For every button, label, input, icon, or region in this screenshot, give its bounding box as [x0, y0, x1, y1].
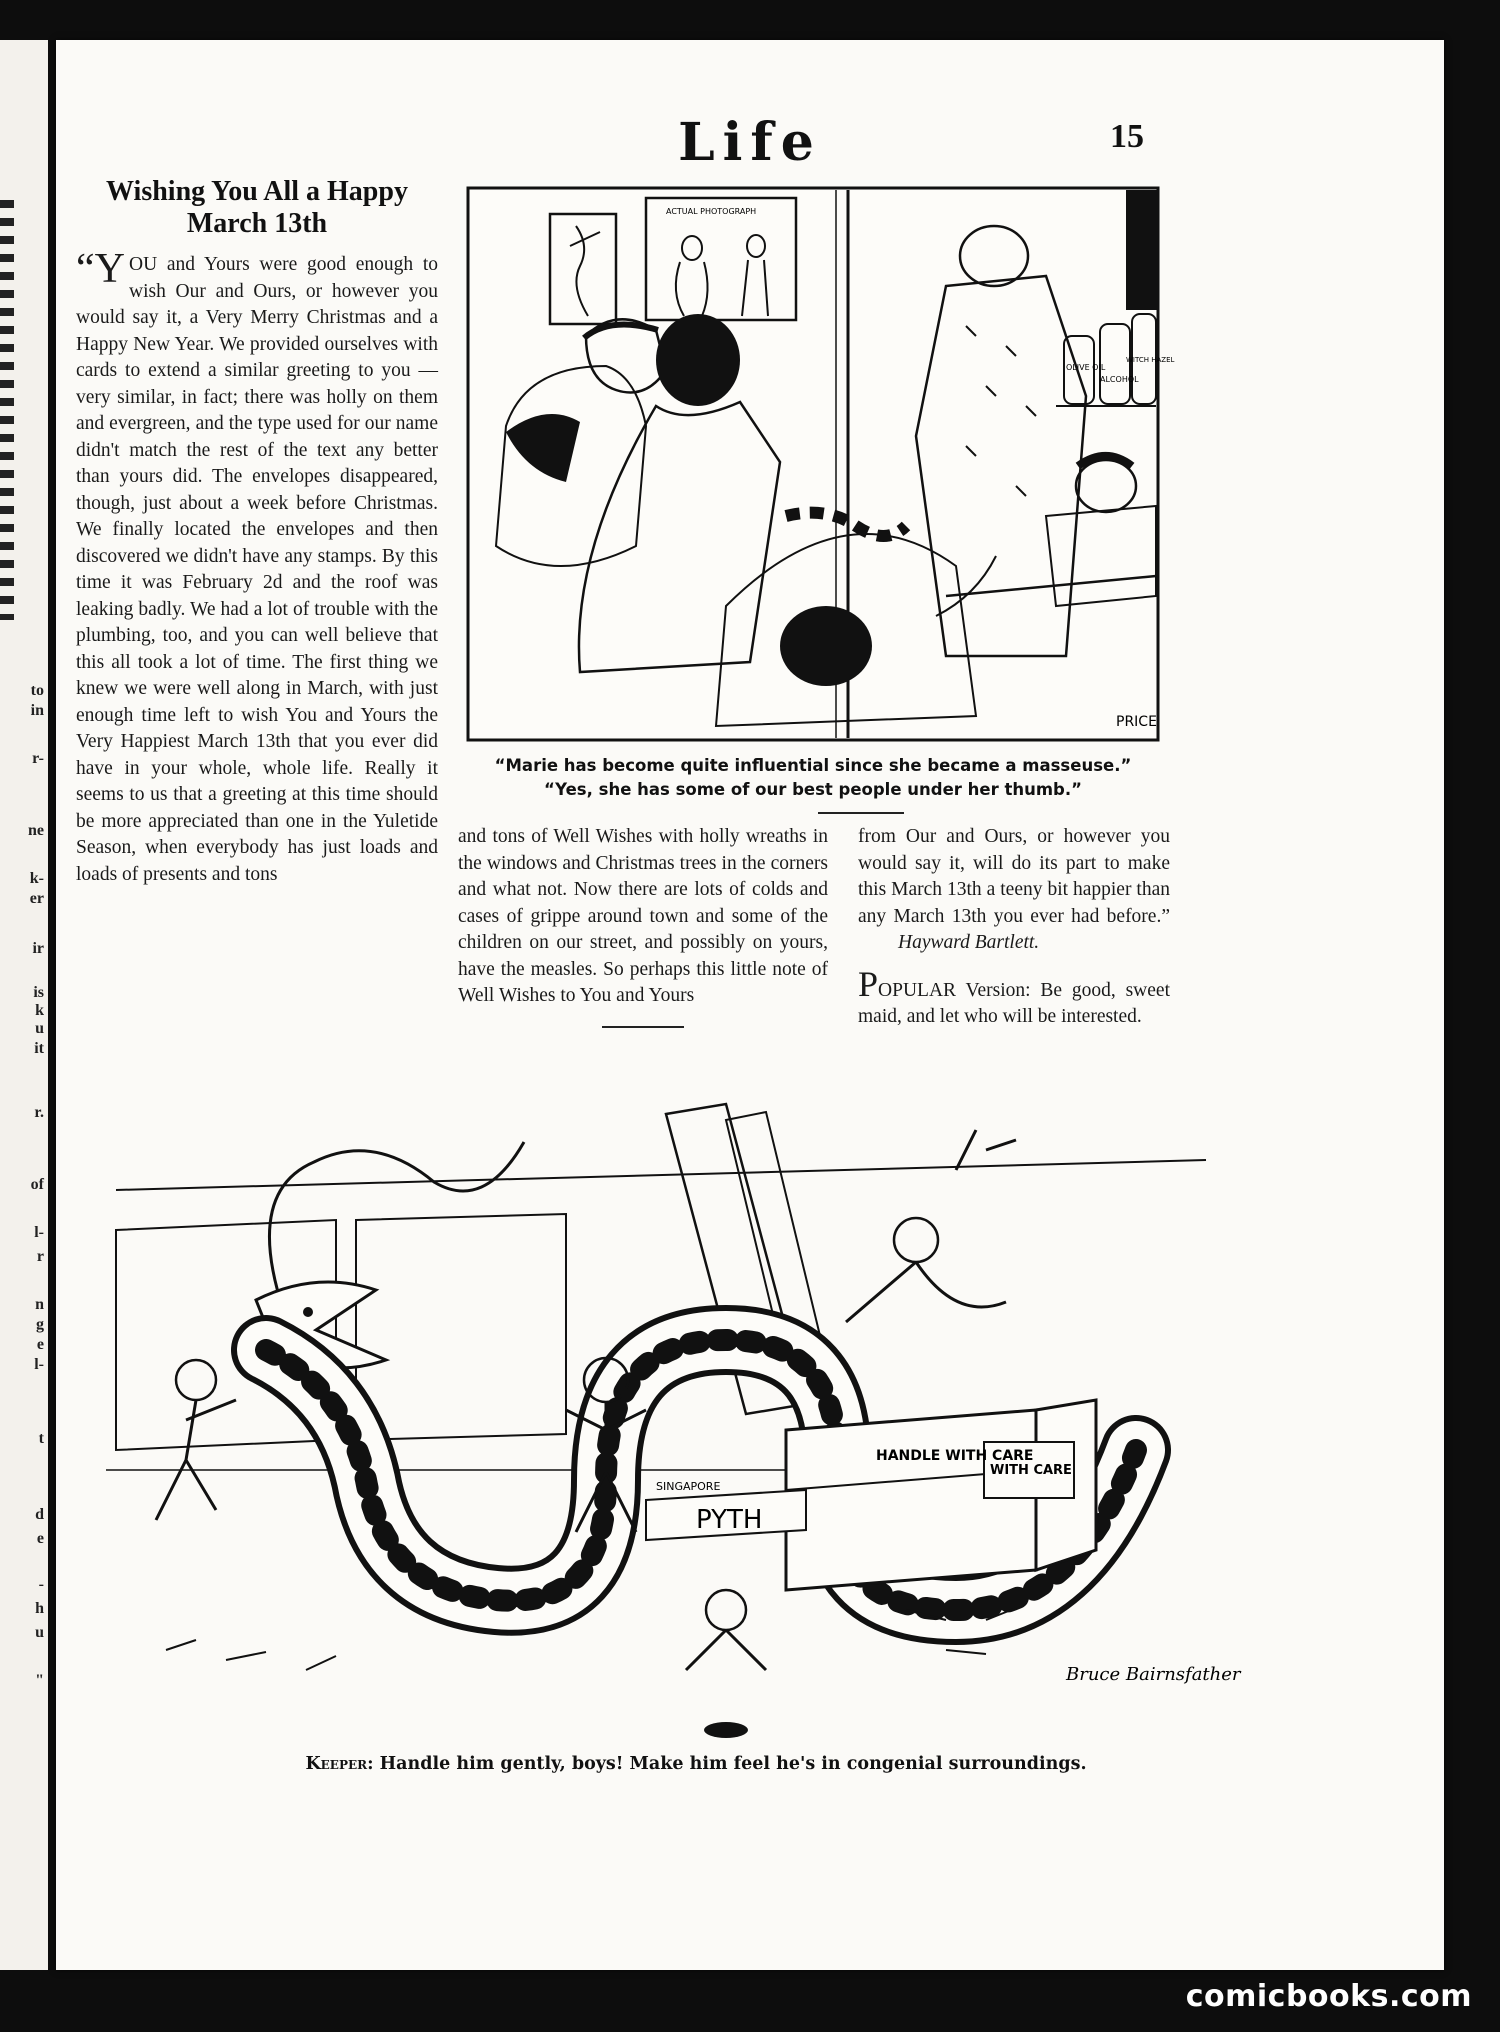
masthead: Life: [678, 112, 822, 173]
crate-label: WITH CARE: [990, 1463, 1072, 1478]
caption-speaker: Keeper:: [305, 1754, 374, 1774]
facing-page-edge: [0, 40, 48, 1970]
facing-page-fragment: k: [35, 1002, 44, 1019]
facing-page-fragment: -: [38, 1576, 44, 1593]
facing-page-fragment: ir: [32, 940, 44, 957]
cartoon-signature: Bruce Bairnsfather: [1066, 1664, 1241, 1685]
facing-page-fragment: ne: [28, 822, 44, 839]
facing-page-fragment: d: [35, 1506, 44, 1523]
page-number: 15: [1110, 118, 1144, 155]
facing-page-fragment: r.: [34, 1104, 44, 1121]
facing-page-fragment: t: [38, 1430, 44, 1447]
facing-page-fragment: is: [33, 984, 44, 1001]
facing-page-fragment: in: [30, 702, 44, 719]
caption-line: “Marie has become quite influential since she became a masseuse.”: [494, 756, 1132, 775]
bottle-label: ALCOHOL: [1100, 375, 1139, 384]
facing-page-fragment: to: [30, 682, 44, 699]
facing-page-fragment: g: [36, 1316, 44, 1333]
article-column-3-text: from Our and Ours, or however you would say it, will do its part to make this March 13th a teeny bit happier than any March 13th you ever had before.”: [858, 826, 1170, 927]
article-column-1: [76, 246, 438, 888]
facing-page-fragment: e: [36, 1336, 44, 1353]
caption-line: “Yes, she has some of our best people under her thumb.”: [544, 780, 1082, 799]
python-cartoon-caption: [156, 1754, 1236, 1774]
article-column-3: [858, 824, 1170, 1031]
facing-page-illustration-strip: [0, 200, 14, 620]
crate-label: HANDLE WITH CARE: [876, 1448, 1034, 1464]
bottle-label: WITCH HAZEL: [1126, 356, 1175, 364]
article-byline: Hayward Bartlett.: [898, 932, 1040, 953]
masseuse-cartoon-illustration: [466, 186, 1175, 742]
article-headline: Wishing You All a Happy March 13th: [106, 176, 408, 239]
crate-label: PYTH: [696, 1505, 763, 1535]
facing-page-fragment: er: [29, 890, 44, 907]
crate-label: SINGAPORE: [656, 1480, 721, 1493]
drop-cap: “Y: [76, 246, 125, 292]
facing-page-fragment: k-: [29, 870, 44, 887]
magazine-page: [56, 40, 1444, 1970]
facing-page-fragment: l-: [34, 1224, 44, 1241]
popular-drop-cap: P: [858, 963, 879, 1004]
watermark-text: comicbooks.com: [1185, 1979, 1472, 2014]
facing-page-fragment: u: [35, 1624, 44, 1641]
caption-text: Handle him gently, boys! Make him feel he's in congenial surroundings.: [379, 1754, 1087, 1774]
divider-rule: [818, 812, 904, 814]
facing-page-fragment: n: [35, 1296, 44, 1313]
facing-page-fragment: ": [35, 1672, 44, 1689]
facing-page-fragment: u: [35, 1020, 44, 1037]
bottle-label: OLIVE OIL: [1066, 363, 1106, 372]
facing-page-fragment: r: [36, 1248, 44, 1265]
facing-page-fragment: it: [34, 1040, 44, 1057]
masseuse-cartoon-caption: [466, 754, 1160, 802]
article-column-2-text: and tons of Well Wishes with holly wreaths in the windows and Christmas trees in the corners and what not. Now there are lots of colds and cases of grippe around town and some of the children on our street, and possibly on yours, have the measles. So perhaps this little note of Well Wishes to You and Yours: [458, 826, 828, 1006]
python-crate-cartoon-illustration: [86, 1050, 1246, 1740]
facing-page-fragment: of: [30, 1176, 44, 1193]
facing-page-fragment: l-: [34, 1356, 44, 1373]
cartoon-signature: PRICE: [1116, 714, 1157, 730]
divider-rule: [602, 1026, 684, 1028]
popular-version-text: OPULAR Version: Be good, sweet maid, and let who will be interested.: [858, 979, 1170, 1027]
facing-page-fragment: r-: [32, 750, 44, 767]
facing-page-fragment: e: [36, 1530, 44, 1547]
article-column-1-text: OU and Yours were good enough to wish Our and Ours, or however you would say it, a Very Merry Christmas and a Happy New Year. We provided ourselves with cards to extend a similar greeting to you — very similar, in fact; there was holly on them and evergreen, and the type used for our name didn't match the rest of the text any better than yours did. The envelopes disappeared, though, just about a week before Christmas. We finally located the envelopes and then discovered we didn't have any stamps. By this time it was February 2d and the roof was leaking badly. We had a lot of trouble with the plumbing, too, and you can well believe that this all took a lot of time. The first thing we knew we were well along in March, with just enough time left to wish You and Yours the Very Happiest March 13th that you ever did have in your whole, whole life. Really it seems to us that a greeting at this time should be more appreciated than one in the Yuletide Season, when everybody has just loads and loads of presents and tons: [76, 254, 438, 885]
article-column-2: [458, 824, 828, 1010]
facing-page-fragment: h: [35, 1600, 44, 1617]
picture-label: ACTUAL PHOTOGRAPH: [666, 207, 757, 216]
popular-version: [858, 963, 1170, 1031]
